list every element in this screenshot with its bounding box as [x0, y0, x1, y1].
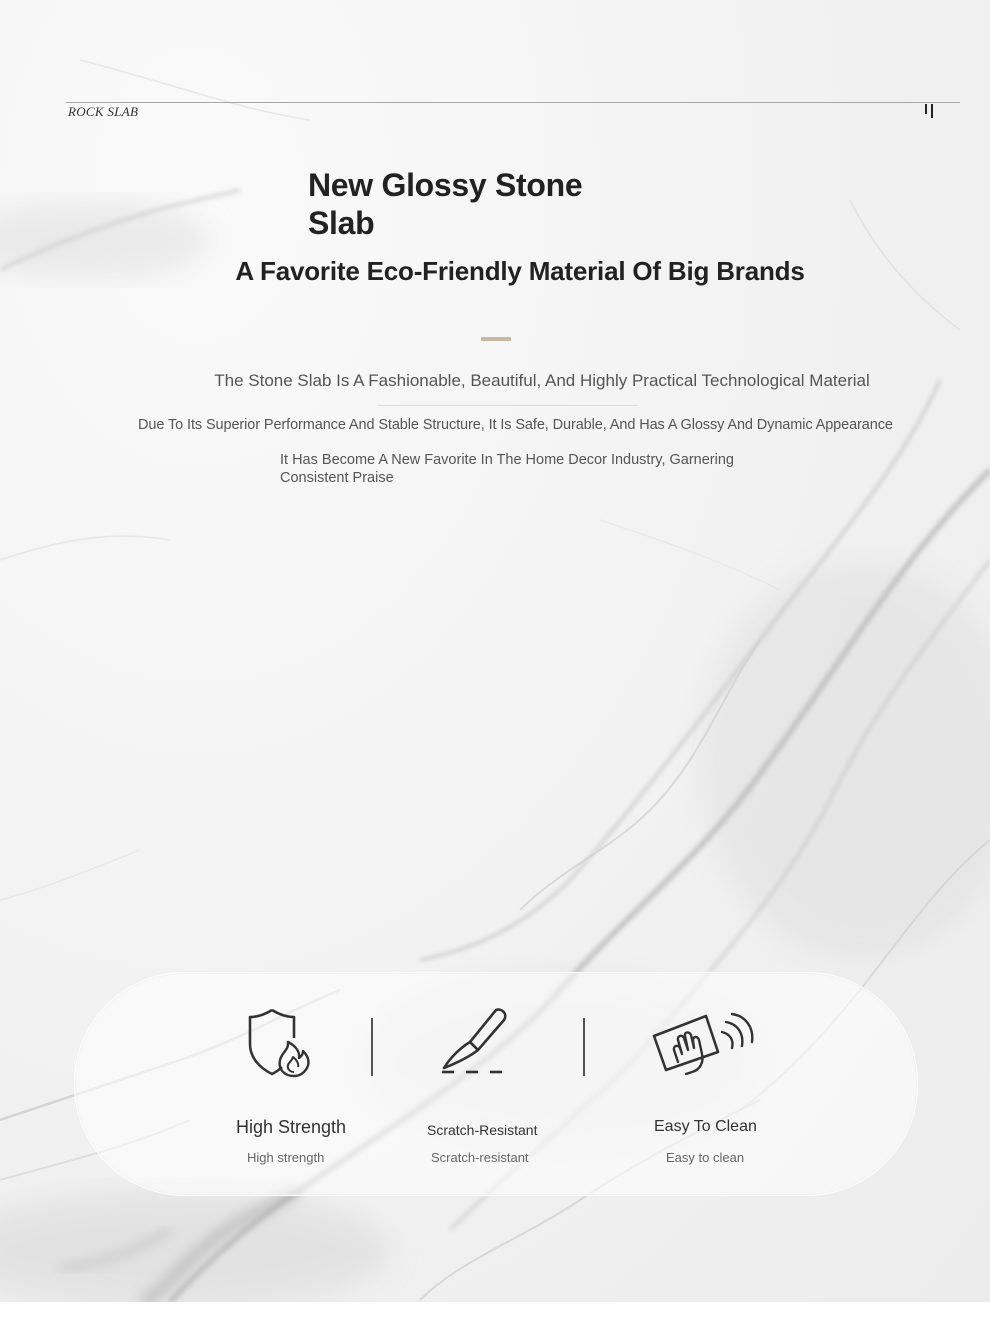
feature-sub-scratch-resistant: Scratch-resistant	[431, 1150, 529, 1165]
feature-divider	[371, 1018, 373, 1076]
shield-fire-icon	[244, 1006, 316, 1078]
feature-sub-high-strength: High strength	[247, 1150, 325, 1165]
feature-sub-easy-to-clean: Easy to clean	[666, 1150, 745, 1165]
header-rule	[66, 102, 960, 103]
feature-label-high-strength: High Strength	[236, 1117, 347, 1137]
page-title: New Glossy Stone Slab	[308, 167, 583, 241]
description-line-2: Due To Its Superior Performance And Stable Structure, It Is Safe, Durable, And Has A Glossy And Dynamic Appearance	[138, 417, 893, 433]
feature-divider	[583, 1018, 585, 1076]
accent-divider	[481, 337, 511, 341]
hand-wipe-icon	[648, 1010, 756, 1078]
scalpel-icon	[438, 1004, 510, 1078]
header-tick-mark	[925, 104, 927, 114]
feature-label-easy-to-clean: Easy To Clean	[654, 1118, 757, 1135]
feature-label-scratch-resistant: Scratch-Resistant	[427, 1122, 538, 1138]
page-subtitle: A Favorite Eco-Friendly Material Of Big Brands	[235, 256, 805, 286]
brand-name: ROCK SLAB	[68, 104, 139, 119]
page-bottom-margin	[0, 1302, 990, 1334]
description-rule	[378, 405, 638, 406]
description-line-3: It Has Become A New Favorite In The Home Decor Industry, Garnering Consistent Praise	[280, 452, 734, 486]
header-tick-mark	[931, 104, 933, 118]
description-line-1: The Stone Slab Is A Fashionable, Beautiful, And Highly Practical Technological Material	[214, 371, 870, 390]
